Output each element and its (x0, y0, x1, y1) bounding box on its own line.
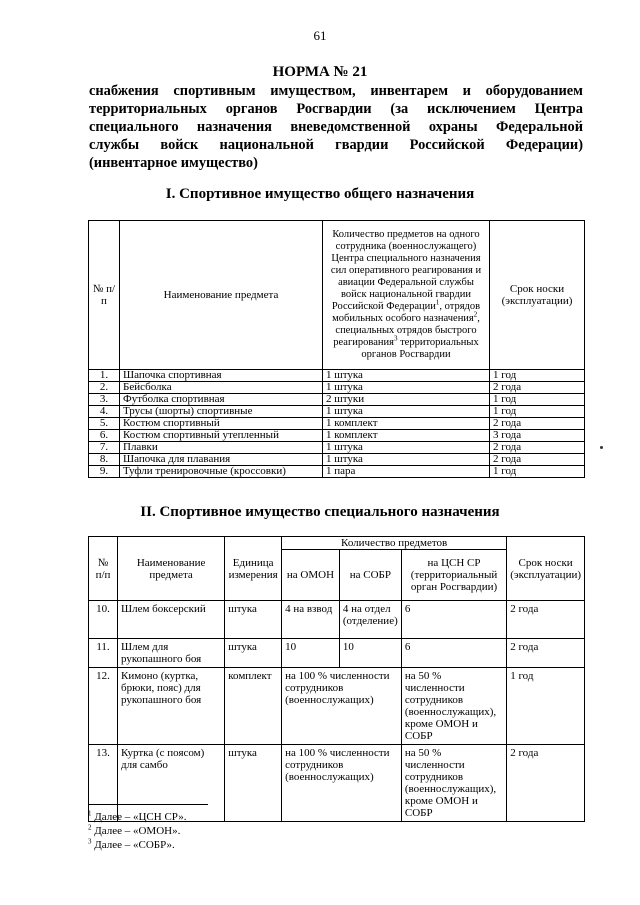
row-unit: штука (225, 601, 282, 639)
row-name: Футболка спортивная (120, 394, 323, 406)
row-sobr: 10 (339, 639, 401, 668)
norm-subtitle (89, 82, 583, 172)
table-row (89, 442, 585, 454)
row-term: 3 года (490, 430, 585, 442)
row-name: Трусы (шорты) спортивные (120, 406, 323, 418)
table-row (89, 406, 585, 418)
row-qty: 1 штука (323, 382, 490, 394)
subtitle-line: (инвентарное имущество) (89, 155, 258, 171)
row-qty: 1 штука (323, 442, 490, 454)
page-number: 61 (313, 28, 327, 43)
row-name: Плавки (120, 442, 323, 454)
row-qty: 1 штука (323, 370, 490, 382)
row-omon-sobr: на 100 % численности сотрудников (военнослужащих) (282, 745, 402, 822)
row-unit: штука (225, 745, 282, 822)
row-term: 2 года (490, 442, 585, 454)
row-term: 2 года (507, 639, 585, 668)
header-sobr: на СОБР (339, 550, 401, 601)
row-qty: 1 пара (323, 466, 490, 478)
row-omon: 4 на взвод (282, 601, 340, 639)
header-term: Срок носки (эксплуатации) (490, 221, 585, 370)
row-term: 2 года (490, 418, 585, 430)
table-row (89, 418, 585, 430)
row-term: 1 год (490, 466, 585, 478)
row-term: 1 год (490, 370, 585, 382)
row-num: 1. (89, 370, 120, 382)
table-row (89, 382, 585, 394)
row-num: 12. (89, 668, 118, 745)
row-term: 1 год (490, 394, 585, 406)
header-qty: Количество предметов (282, 537, 507, 550)
row-qty: 2 штуки (323, 394, 490, 406)
table-row (89, 370, 585, 382)
row-num: 10. (89, 601, 118, 639)
section1-title: I. Спортивное имущество общего назначения (165, 186, 475, 202)
subtitle-line: службы войск национальной гвардии Российской Федерации) (89, 137, 583, 153)
table-row (89, 454, 585, 466)
row-name: Шапочка спортивная (120, 370, 323, 382)
row-csn: на 50 % численности сотрудников (военнослужащих), кроме ОМОН и СОБР (401, 668, 506, 745)
row-name: Костюм спортивный (120, 418, 323, 430)
row-unit: комплект (225, 668, 282, 745)
table-row (89, 639, 585, 668)
row-csn: на 50 % численности сотрудников (военнослужащих), кроме ОМОН и СОБР (401, 745, 506, 822)
row-name: Шапочка для плавания (120, 454, 323, 466)
row-num: 7. (89, 442, 120, 454)
row-name: Шлем боксерский (117, 601, 224, 639)
row-omon-sobr: на 100 % численности сотрудников (военнослужащих) (282, 668, 402, 745)
row-term: 1 год (490, 406, 585, 418)
header-name: Наименование предмета (117, 537, 224, 601)
row-qty: 1 штука (323, 406, 490, 418)
header-num: № п/п (89, 221, 120, 370)
row-term: 2 года (490, 382, 585, 394)
footnote: $^3$ Далее – «СОБР». (88, 837, 175, 851)
row-csn: 6 (401, 639, 506, 668)
row-qty: 1 комплект (323, 418, 490, 430)
header-name: Наименование предмета (120, 221, 323, 370)
table-row (89, 466, 585, 478)
row-csn: 6 (401, 601, 506, 639)
header-csn: на ЦСН СР (территориальный орган Росгвардии) (401, 550, 506, 601)
norm-title: НОРМА № 21 (272, 64, 368, 80)
section2-title: II. Спортивное имущество специального назначения (140, 504, 500, 520)
row-name: Костюм спортивный утепленный (120, 430, 323, 442)
row-num: 3. (89, 394, 120, 406)
footnote: $^1$ Далее – «ЦСН СР». (88, 809, 187, 823)
header-qty: Количество предметов на одного сотрудника (военнослужащего) Центра специального назначения сил оперативного реагирования и авиации Федеральной службы войск национальной гвардии Российской Федерации$^1$, отрядов мобильных особого назначения$^2$, специальных отрядов быстрого реагирования$^3$ территориальных органов Росгвардии (323, 221, 490, 370)
row-num: 6. (89, 430, 120, 442)
row-name: Кимоно (куртка, брюки, пояс) для рукопашного боя (117, 668, 224, 745)
row-num: 9. (89, 466, 120, 478)
table-row (89, 668, 585, 745)
row-num: 13. (89, 745, 118, 822)
row-qty: 1 комплект (323, 430, 490, 442)
row-name: Куртка (с поясом) для самбо (117, 745, 224, 822)
row-sobr: 4 на отдел (отделение) (339, 601, 401, 639)
row-name: Шлем для рукопашного боя (117, 639, 224, 668)
footnotes (88, 810, 186, 852)
row-qty: 1 штука (323, 454, 490, 466)
row-num: 4. (89, 406, 120, 418)
footnote-divider (88, 804, 208, 805)
subtitle-line: специального назначения вневедомственной охраны Федеральной (89, 119, 583, 135)
scan-speck (600, 446, 603, 449)
row-name: Туфли тренировочные (кроссовки) (120, 466, 323, 478)
header-unit: Единица измерения (225, 537, 282, 601)
row-omon: 10 (282, 639, 340, 668)
general-sports-table (88, 220, 585, 478)
row-name: Бейсболка (120, 382, 323, 394)
subtitle-line: территориальных органов Росгвардии (за исключением Центра (89, 101, 583, 117)
header-term: Срок носки (эксплуатации) (507, 537, 585, 601)
row-term: 2 года (507, 745, 585, 822)
table-row (89, 430, 585, 442)
row-unit: штука (225, 639, 282, 668)
row-num: 5. (89, 418, 120, 430)
row-term: 2 года (507, 601, 585, 639)
table-row (89, 394, 585, 406)
table-row (89, 601, 585, 639)
special-sports-table (88, 536, 585, 822)
row-num: 11. (89, 639, 118, 668)
header-omon: на ОМОН (282, 550, 340, 601)
header-num: № п/п (89, 537, 118, 601)
row-term: 2 года (490, 454, 585, 466)
subtitle-line: снабжения спортивным имуществом, инвентарем и оборудованием (89, 83, 583, 99)
footnote: $^2$ Далее – «ОМОН». (88, 823, 181, 837)
row-num: 2. (89, 382, 120, 394)
row-num: 8. (89, 454, 120, 466)
row-term: 1 год (507, 668, 585, 745)
